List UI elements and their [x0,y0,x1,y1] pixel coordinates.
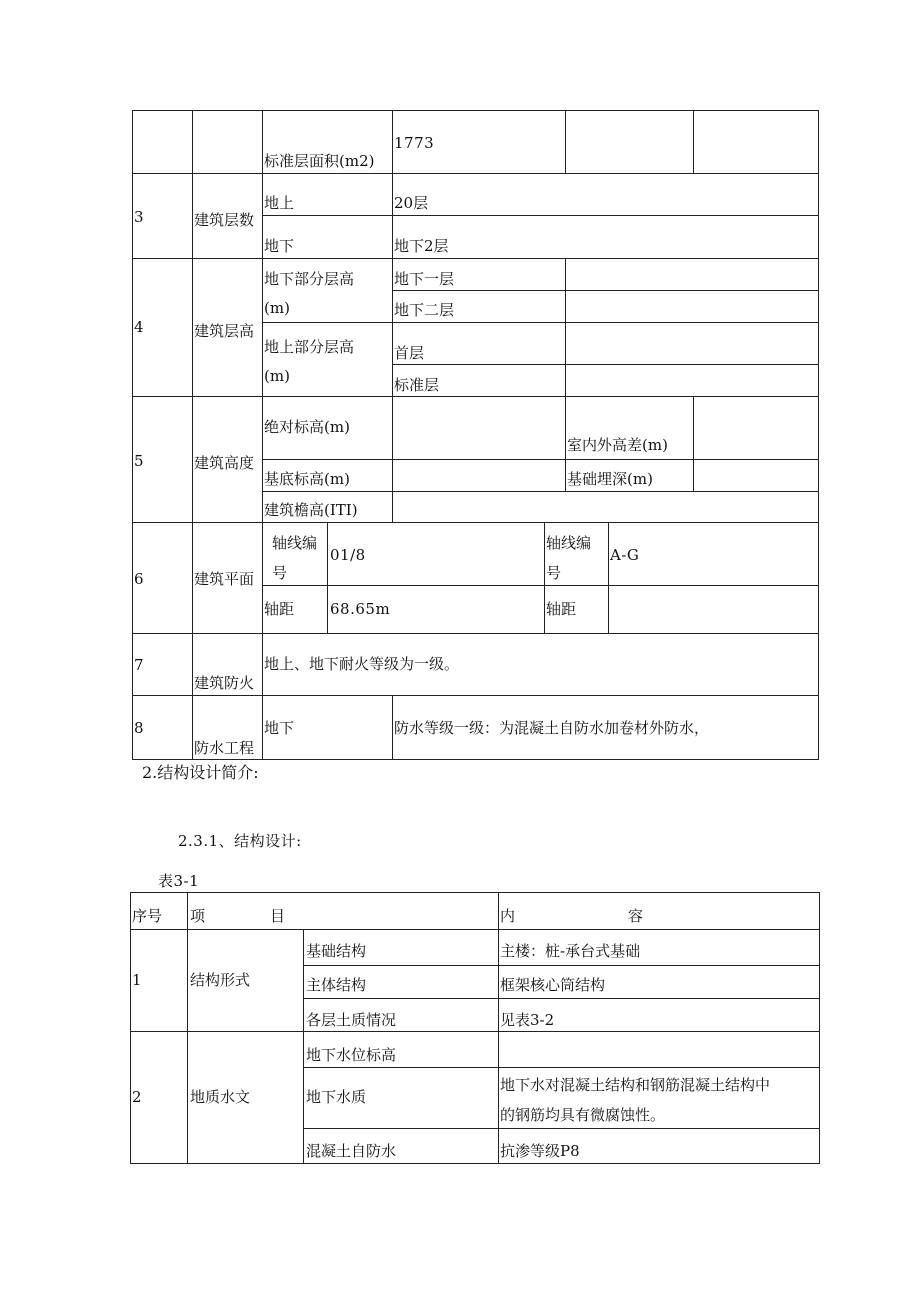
table-border [192,110,193,760]
std-floor-area-label: 标准层面积(m2) [264,152,375,170]
item-label: 地下水质 [306,1088,367,1106]
row-number: 4 [134,318,144,336]
header-seq: 序号 [132,907,163,925]
table-border [303,965,820,966]
foundation-depth-label: 基础埋深(m) [567,470,653,488]
table-border [608,522,609,634]
axis-number-label-cont: 号 [272,564,288,582]
table-border [565,396,566,492]
row-number: 3 [134,208,144,226]
table-border [544,522,545,634]
standard-floor-label: 标准层 [394,376,440,394]
header-item-cont: 目 [270,907,286,925]
table-border [132,110,819,111]
header-item: 项 [190,907,206,925]
above-ground-label: 地上 [264,194,295,212]
row-name: 结构形式 [190,971,251,989]
table-border [565,110,566,174]
axis-number-label: 轴线编 [546,534,592,552]
row-number: 8 [134,719,144,737]
table-border [693,110,694,174]
table-border [187,892,188,1164]
row-name: 建筑层高 [194,322,255,340]
waterproof-scope: 地下 [264,719,295,737]
table-border [132,396,819,397]
table-border [498,892,499,1164]
row-name: 建筑防火 [194,674,255,692]
table-border [132,522,819,523]
above-height-unit: (m) [264,367,290,385]
axis-spacing-value: 68.65m [330,600,391,618]
row-name: 建筑平面 [194,570,255,588]
row-number: 6 [134,570,144,588]
row-name: 防水工程 [194,739,255,757]
basement-1-label: 地下一层 [394,270,455,288]
item-label: 主体结构 [306,976,367,994]
table-border [132,695,819,696]
item-value-cont: 的钢筋均具有微腐蚀性。 [500,1106,666,1124]
table-border [303,1128,820,1129]
table-border [565,258,566,396]
table-border [392,695,393,760]
underground-height-unit: (m) [264,299,290,317]
first-floor-label: 首层 [394,344,425,362]
waterproof-description: 防水等级一级：为混凝土自防水加卷材外防水， [394,719,710,737]
table-border [132,633,819,634]
item-value: 主楼：桩-承台式基础 [500,942,641,960]
above-ground-floors: 20层 [394,194,429,212]
item-label: 地下水位标高 [306,1046,397,1064]
table-border [130,892,131,1164]
table-border [262,491,819,492]
table-border [392,364,819,365]
item-value: 地下水对混凝土结构和钢筋混凝土结构中 [500,1076,771,1094]
row-name: 建筑高度 [194,454,255,472]
row-number: 1 [132,971,142,989]
subsection-heading: 2.3.1、结构设计: [178,832,302,850]
table-border [303,1067,820,1068]
table-border [132,759,819,760]
axis-spacing-label: 轴距 [546,600,577,618]
axis-letter-value: A-G [610,546,640,564]
table-border [130,1031,820,1032]
below-ground-floors: 地下2层 [394,237,449,255]
above-height-label: 地上部分层高 [264,338,355,356]
absolute-elevation-label: 绝对标高(m) [264,418,350,436]
table-border [392,290,819,291]
table-caption: 表3-1 [158,872,200,890]
item-value: 抗渗等级P8 [500,1142,580,1160]
table-border [693,396,694,492]
table-border [262,322,819,323]
table-border [818,110,819,760]
axis-number-label-cont: 号 [546,564,562,582]
table-border [130,892,820,893]
underground-height-label: 地下部分层高 [264,270,355,288]
indoor-outdoor-diff-label: 室内外高差(m) [567,436,668,454]
item-label: 各层土质情况 [306,1011,397,1029]
table-border [132,258,819,259]
table-border [132,110,133,760]
row-number: 5 [134,452,144,470]
section-heading: 2.结构设计简介: [142,763,259,782]
table-border [262,459,819,460]
std-floor-area-value: 1773 [394,134,435,152]
row-name: 建筑层数 [194,211,255,229]
fire-rating-text: 地上、地下耐火等级为一级。 [264,655,460,673]
below-ground-label: 地下 [264,237,295,255]
item-value: 框架核心筒结构 [500,976,606,994]
table-border [327,522,328,634]
table-border [262,110,263,760]
row-name: 地质水文 [190,1088,251,1106]
item-label: 基础结构 [306,942,367,960]
item-label: 混凝土自防水 [306,1142,397,1160]
table-border [303,998,820,999]
axis-number-label: 轴线编 [272,534,318,552]
item-value: 见表3-2 [500,1011,555,1029]
table-border [130,929,820,930]
axis-spacing-label: 轴距 [264,600,295,618]
table-border [132,173,819,174]
row-number: 7 [134,656,144,674]
table-border [130,1163,820,1164]
header-content-cont: 容 [628,907,644,925]
table-border [262,585,819,586]
row-number: 2 [132,1088,142,1106]
table-border [392,110,393,522]
basement-2-label: 地下二层 [394,301,455,319]
table-border [262,215,819,216]
axis-number-value: 01/8 [330,546,366,564]
table-border [303,929,304,1164]
header-content: 内 [500,907,516,925]
eave-height-label: 建筑檐高(ITI) [264,501,358,519]
base-elevation-label: 基底标高(m) [264,470,350,488]
table-border [819,892,820,1164]
